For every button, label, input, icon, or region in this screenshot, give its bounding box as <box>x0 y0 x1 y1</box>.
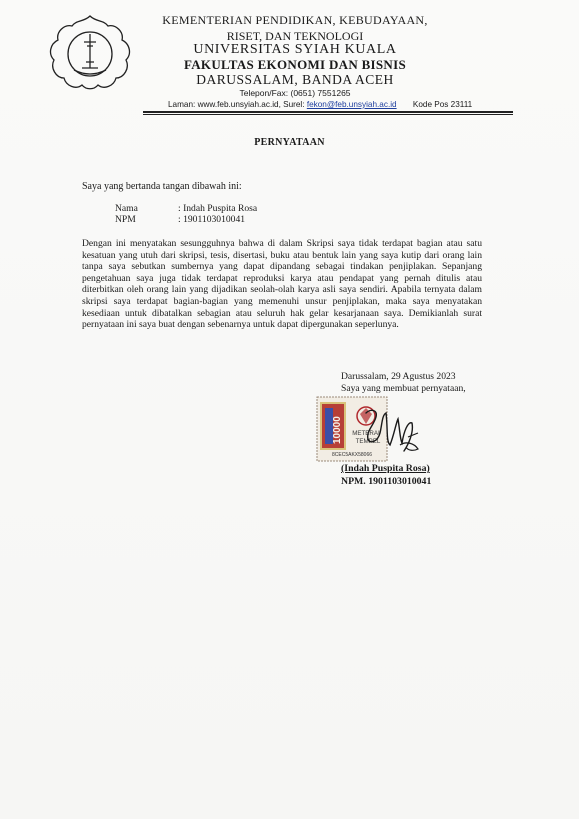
ministry-line-1: KEMENTERIAN PENDIDIKAN, KEBUDAYAAN, <box>162 13 428 27</box>
email-link[interactable]: fekon@feb.unsyiah.ac.id <box>306 100 397 109</box>
stamp-label-1: METERAI <box>352 430 380 437</box>
field-label-nama: Nama <box>115 203 138 214</box>
field-label-npm: NPM <box>115 214 136 225</box>
field-value-nama: : Indah Puspita Rosa <box>178 203 258 214</box>
postal-code: Kode Pos 23111 <box>412 100 473 109</box>
faculty-name: FAKULTAS EKONOMI DAN BISNIS <box>183 57 407 72</box>
stamp-value: 10000 <box>332 416 343 444</box>
signer-npm: NPM. 1901103010041 <box>341 476 432 487</box>
contact-line <box>168 100 472 109</box>
ministry-line-2: RISET, DAN TEKNOLOGI <box>226 29 364 43</box>
place-date: Darussalam, 29 Agustus 2023 <box>341 371 456 382</box>
field-value-npm: : 1901103010041 <box>178 214 246 225</box>
university-logo <box>44 12 136 90</box>
letterhead-rule-thin <box>143 114 513 115</box>
stamp-serial: 8CEC5AKX58066 <box>331 452 373 458</box>
telephone-line: Telepon/Fax: (0651) 7551265 <box>239 88 351 98</box>
intro-text: Saya yang bertanda tangan dibawah ini: <box>82 181 242 192</box>
stamp-label-2: TEMPEL <box>355 438 381 445</box>
website-label: Laman: www.feb.unsyiah.ac.id, Surel: <box>168 100 305 109</box>
handwritten-signature <box>360 405 422 457</box>
signer-name: (Indah Puspita Rosa) <box>341 463 430 474</box>
document-title: PERNYATAAN <box>254 137 325 148</box>
university-name: UNIVERSITAS SYIAH KUALA <box>193 42 397 57</box>
statement-body: Dengan ini menyatakan sesungguhnya bahwa di dalam Skripsi saya tidak terdapat bagian atau satu kesatuan yang utuh dari skripsi, tesis, disertasi, buku atau bentuk lain yang saya kutip dari orang lain tanpa saya sebutkan sumbernya yang dapat dipandang sebagai tindakan penjiplakan. Sepanjang pengetahuan saya juga tidak terdapat reproduksi karya atau pendapat yang pernah ditulis atau diterbitkan oleh orang lain yang dijadikan seolah-olah karya asli saya sendiri. Apabila ternyata dalam skripsi saya terdapat bagian-bagian yang memenuhi unsur penjiplakan, maka saya menyatakan kesediaan untuk dibatalkan sebagian atau seluruh hak gelar kesarjanaan saya. Demikianlah surat pernyataan ini saya buat dengan sebenarnya untuk dapat dipergunakan seperlunya. <box>82 238 482 331</box>
letterhead-rule-thick <box>143 111 513 113</box>
faculty-location: DARUSSALAM, BANDA ACEH <box>196 72 394 87</box>
signer-label: Saya yang membuat pernyataan, <box>341 383 466 394</box>
